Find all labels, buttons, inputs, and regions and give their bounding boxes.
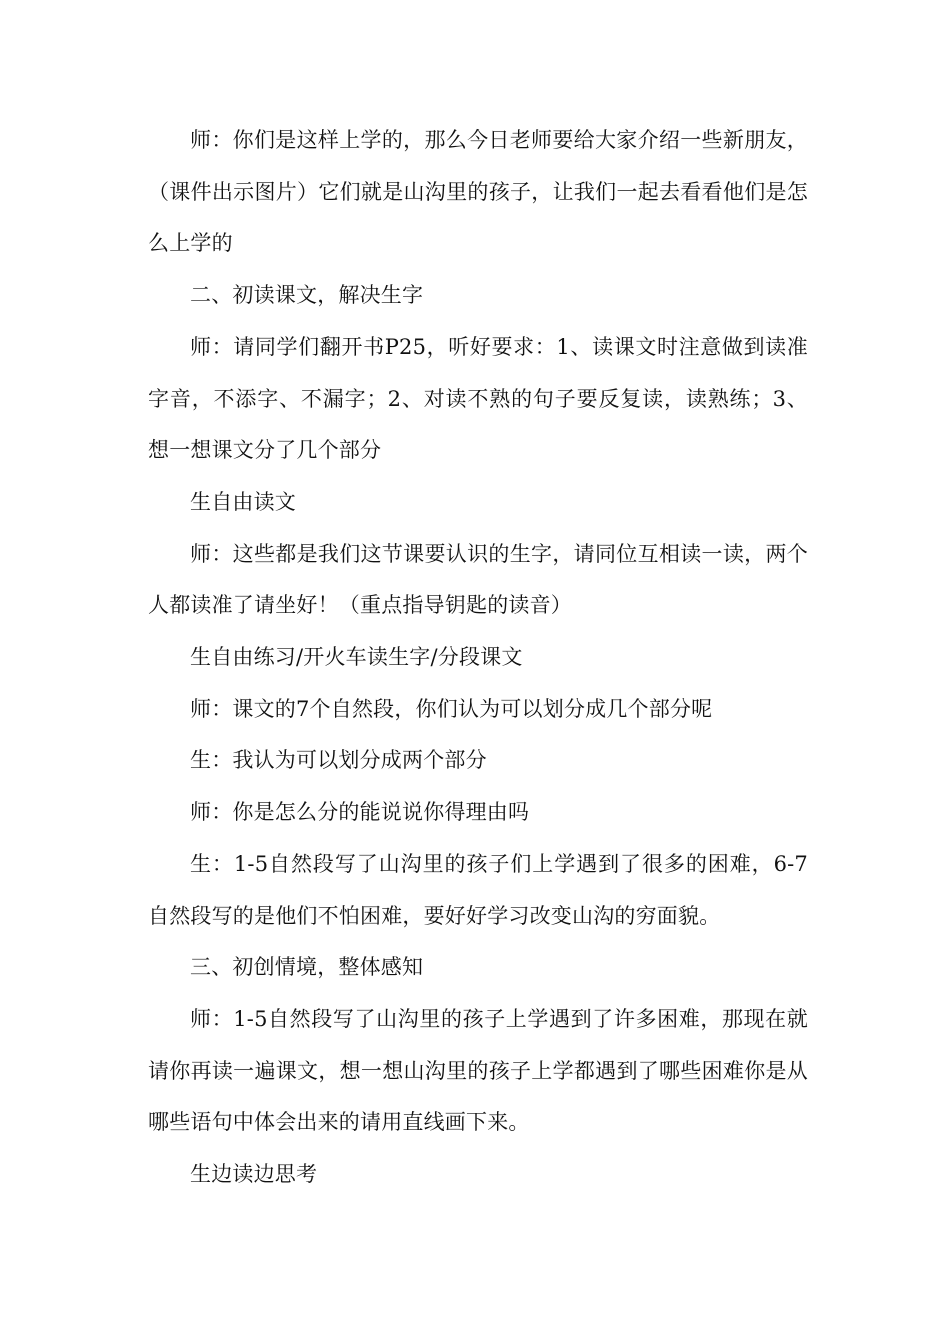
section-heading-2: 二、初读课文，解决生字 bbox=[190, 283, 424, 308]
paragraph-reading-requirements: 师：请同学们翻开书P25，听好要求：1、读课文时注意做到读准字音，不添字、不漏字；2、对读不熟的句子要反复读，读熟练；3、想一想课文分了几个部分 bbox=[148, 334, 808, 463]
paragraph-free-reading: 生自由读文 bbox=[190, 489, 296, 514]
paragraph-teacher-task: 师：1-5自然段写了山沟里的孩子上学遇到了许多困难，那现在就请你再读一遍课文，想一想山沟里的孩子上学都遇到了哪些困难你是从哪些语句中体会出来的请用直线画下来。 bbox=[148, 1006, 808, 1135]
paragraph-student-reason: 生：1-5自然段写了山沟里的孩子们上学遇到了很多的困难，6-7自然段写的是他们不怕困难，要好好学习改变山沟的穷面貌。 bbox=[148, 851, 808, 928]
paragraph-teacher-intro: 师：你们是这样上学的，那么今日老师要给大家介绍一些新朋友，（课件出示图片）它们就是山沟里的孩子，让我们一起去看看他们是怎么上学的 bbox=[148, 128, 808, 256]
paragraph-teacher-question: 师：课文的7个自然段，你们认为可以划分成几个部分呢 bbox=[190, 696, 713, 721]
paragraph-practice: 生自由练习/开火车读生字/分段课文 bbox=[190, 645, 523, 670]
paragraph-student-answer: 生：我认为可以划分成两个部分 bbox=[190, 748, 487, 773]
document-body bbox=[148, 115, 808, 1201]
section-heading-3: 三、初创情境，整体感知 bbox=[190, 955, 424, 980]
paragraph-teacher-followup: 师：你是怎么分的能说说你得理由吗 bbox=[190, 800, 530, 825]
paragraph-new-characters: 师：这些都是我们这节课要认识的生字，请同位互相读一读，两个人都读准了请坐好！（重点指导钥匙的读音） bbox=[148, 541, 808, 618]
paragraph-student-thinking: 生边读边思考 bbox=[190, 1162, 318, 1187]
